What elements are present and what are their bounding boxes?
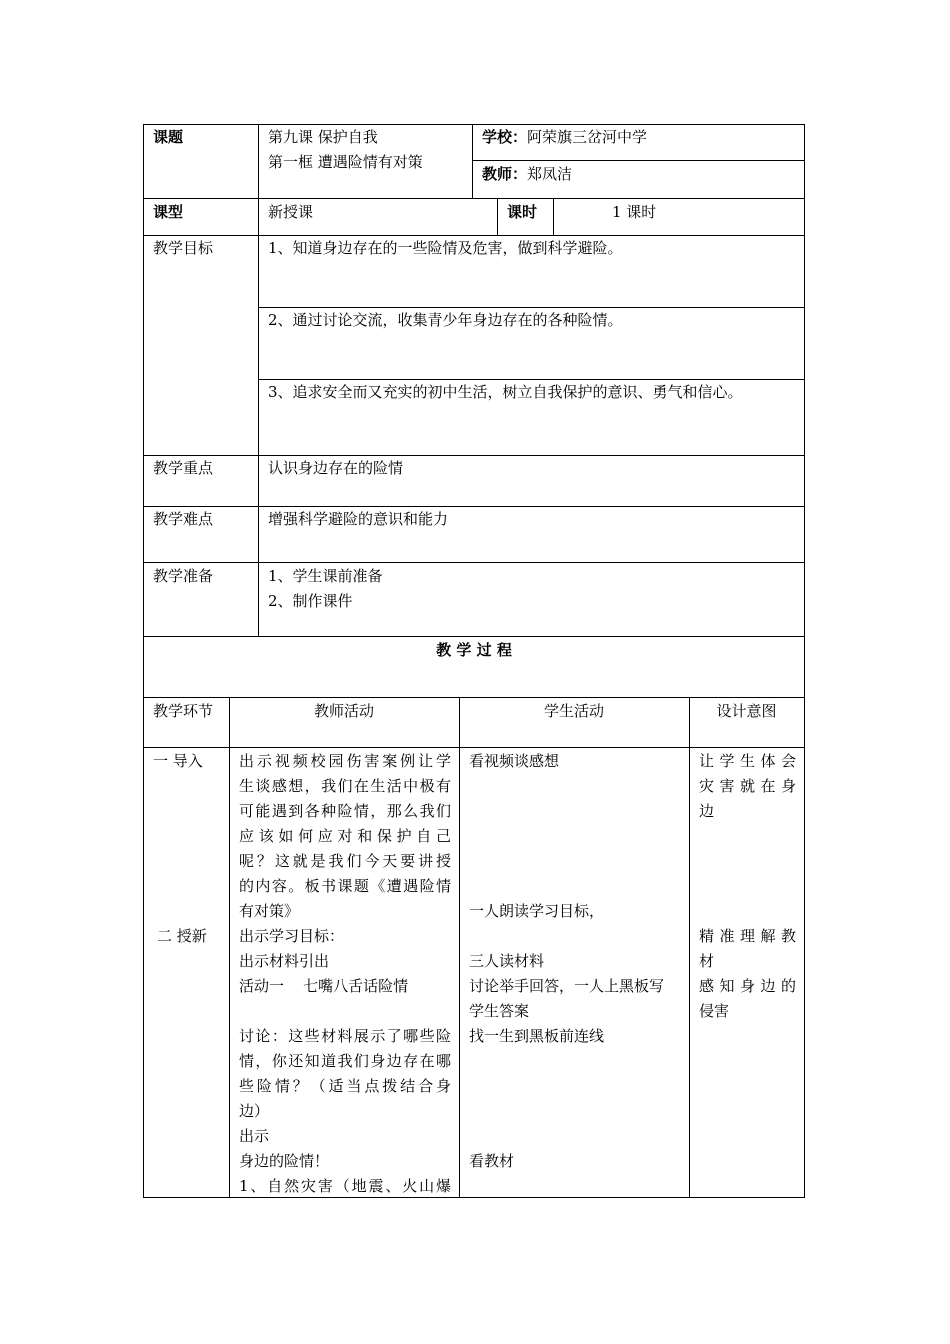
teacher-value: 郑凤洁	[527, 165, 573, 183]
teacher-line: 1、自然灾害（地震、火山爆	[239, 1177, 451, 1195]
preparation-label: 教学准备	[153, 567, 214, 585]
teacher-field	[482, 162, 572, 187]
col-divider	[689, 697, 690, 1198]
row-divider	[472, 160, 805, 161]
teacher-line: 情，你还知道我们身边存在哪	[239, 1052, 451, 1070]
teacher-line: 呢？这就是我们今天要讲授	[239, 852, 451, 870]
design-line: 侵害	[699, 1002, 730, 1020]
col-divider	[258, 124, 259, 637]
type-value: 新授课	[268, 203, 314, 221]
row-divider	[143, 747, 805, 748]
col-divider	[497, 198, 498, 236]
preparation-item: 1、学生课前准备	[268, 567, 383, 585]
goals-label: 教学目标	[153, 239, 214, 257]
topic-line-1: 第九课 保护自我	[268, 128, 378, 146]
teacher-line: 讨论：这些材料展示了哪些险	[239, 1027, 451, 1045]
row-divider	[143, 198, 805, 199]
teacher-line: 生谈感想，我们在生活中极有	[239, 777, 451, 795]
key-point-label: 教学重点	[153, 459, 214, 477]
teacher-line: 活动一 七嘴八舌话险情	[239, 977, 409, 995]
design-line: 感知身边的	[699, 977, 796, 995]
teacher-line: 出示材料引出	[239, 952, 330, 970]
col-divider	[229, 697, 230, 1198]
hours-label: 课时	[507, 203, 538, 221]
type-label: 课型	[153, 203, 184, 221]
school-value: 阿荣旗三岔河中学	[527, 128, 648, 146]
stage-label: 二 授新	[157, 927, 207, 945]
col-divider	[472, 124, 473, 199]
student-line: 讨论举手回答，一人上黑板写	[469, 977, 665, 995]
process-title: 教 学 过 程	[436, 641, 512, 659]
student-line: 看教材	[469, 1152, 515, 1170]
teacher-line: 边）	[239, 1102, 270, 1120]
teacher-line: 出示学习目标：	[239, 927, 345, 945]
student-line: 看视频谈感想	[469, 752, 560, 770]
teacher-line: 可能遇到各种险情，那么我们	[239, 802, 451, 820]
goal-item: 1、知道身边存在的一些险情及危害，做到科学避险。	[268, 239, 623, 257]
hours-value: 1 课时	[612, 203, 657, 221]
student-line: 一人朗读学习目标，	[469, 902, 605, 920]
design-line: 让学生体会	[699, 752, 796, 770]
row-divider	[143, 455, 805, 456]
difficulty-label: 教学难点	[153, 510, 214, 528]
row-divider	[143, 506, 805, 507]
column-header-student: 学生活动	[543, 702, 604, 720]
goal-item: 2、通过讨论交流，收集青少年身边存在的各种险情。	[268, 311, 623, 329]
teacher-line: 身边的险情！	[239, 1152, 330, 1170]
topic-line-2: 第一框 遭遇险情有对策	[268, 153, 423, 171]
school-field	[482, 125, 647, 150]
school-label: 学校：	[482, 128, 528, 146]
key-point-value: 认识身边存在的险情	[268, 459, 404, 477]
teacher-label: 教师：	[482, 165, 528, 183]
teacher-line: 些险情？（适当点拨结合身	[239, 1077, 451, 1095]
teacher-line: 有对策》	[239, 902, 300, 920]
col-divider	[459, 697, 460, 1198]
teacher-line: 出示视频校园伤害案例让学	[239, 752, 451, 770]
goal-item: 3、追求安全而又充实的初中生活，树立自我保护的意识、勇气和信心。	[268, 383, 743, 401]
row-divider	[143, 636, 805, 637]
stage-label: 一 导入	[153, 752, 203, 770]
row-divider	[143, 697, 805, 698]
column-header-teacher: 教师活动	[313, 702, 374, 720]
teacher-line: 出示	[239, 1127, 270, 1145]
teacher-line: 应该如何应对和保护自己	[239, 827, 451, 845]
topic-label: 课题	[153, 128, 184, 146]
design-line: 灾害就在身	[699, 777, 796, 795]
design-line: 边	[699, 802, 715, 820]
design-line: 材	[699, 952, 715, 970]
student-line: 找一生到黑板前连线	[469, 1027, 605, 1045]
column-header-design: 设计意图	[716, 702, 777, 720]
table-border-top	[143, 124, 805, 125]
difficulty-value: 增强科学避险的意识和能力	[268, 510, 449, 528]
row-divider	[143, 562, 805, 563]
teacher-line: 的内容。板书课题《遭遇险情	[239, 877, 451, 895]
col-divider	[553, 198, 554, 236]
design-line: 精准理解教	[699, 927, 796, 945]
preparation-item: 2、制作课件	[268, 592, 353, 610]
student-line: 学生答案	[469, 1002, 530, 1020]
column-header-stage: 教学环节	[153, 702, 214, 720]
student-line: 三人读材料	[469, 952, 545, 970]
